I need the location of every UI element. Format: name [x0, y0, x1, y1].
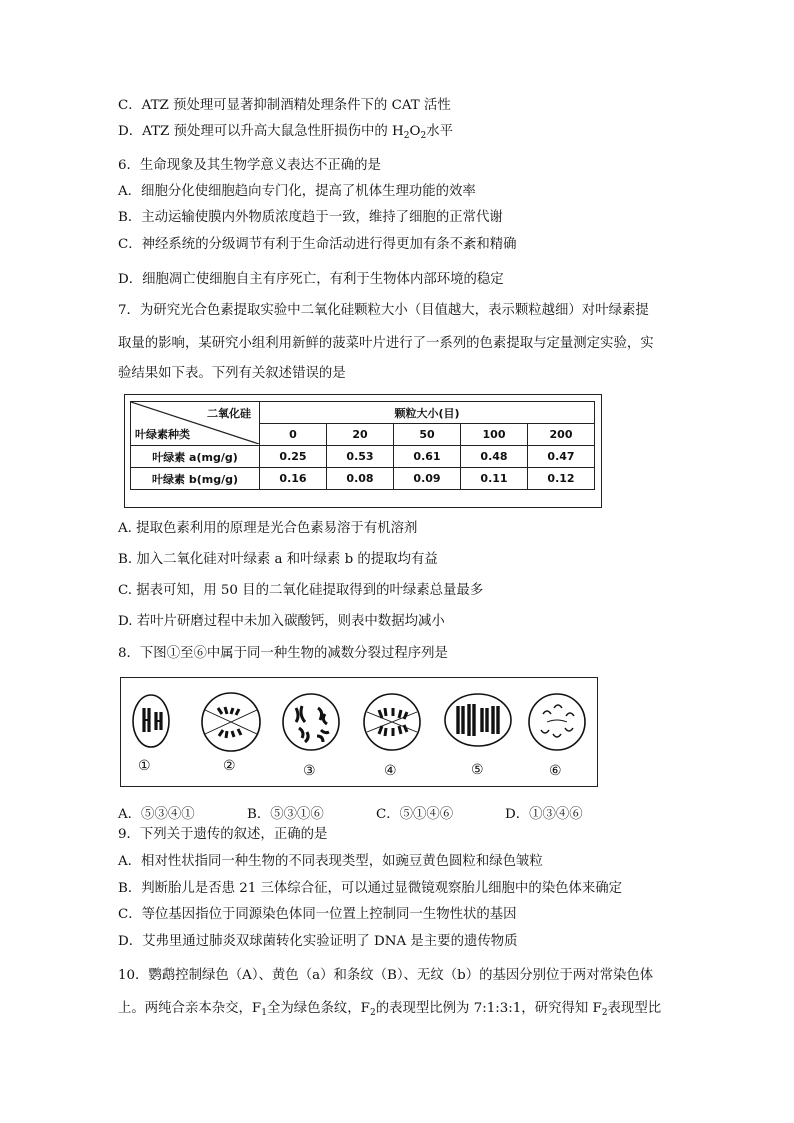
figure-label-3: ③ [303, 763, 316, 779]
cell-1 [133, 695, 169, 747]
table-cell: 0.09 [394, 468, 461, 490]
corner-top-label: 二氧化硅 [207, 407, 251, 420]
question-8-option-c: C．⑤①④⑥ [376, 807, 454, 822]
question-7-line-2: 取量的影响，某研究小组利用新鲜的菠菜叶片进行了一系列的色素提取与定量测定实验，实 [118, 336, 654, 351]
table-row [131, 468, 595, 490]
table-cell: 0.25 [260, 446, 327, 468]
meiosis-figure [120, 677, 598, 787]
subscript: 2 [420, 131, 427, 141]
question-7-option-d: D. 若叶片研磨过程中未加入碳酸钙，则表中数据均减小 [118, 614, 445, 629]
option-d-atz-text: D．ATZ 预处理可以升高大鼠急性肝损伤中的 H [118, 124, 404, 139]
option-d-atz [118, 123, 453, 145]
table-corner [131, 402, 260, 446]
corner-bottom-label: 叶绿素种类 [135, 428, 190, 441]
column-header: 100 [461, 424, 528, 446]
option-d-atz-end: 水平 [426, 124, 453, 139]
cell-diagrams [121, 678, 599, 788]
question-9: 9．下列关于遗传的叙述，正确的是 [118, 827, 328, 842]
question-9-option-c: C．等位基因指位于同源染色体同一位置上控制同一生物性状的基因 [118, 907, 517, 922]
question-9-option-a: A．相对性状指同一种生物的不同表现类型，如豌豆黄色圆粒和绿色皱粒 [118, 854, 543, 869]
cell-6 [529, 694, 585, 750]
q10-text: 全为绿色条纹，F [266, 1001, 370, 1016]
question-9-option-d: D．艾弗里通过肺炎双球菌转化实验证明了 DNA 是主要的遗传物质 [118, 934, 518, 949]
row-label: 叶绿素 b(mg/g) [131, 468, 260, 490]
subscript: 1 [261, 1008, 267, 1018]
question-10-line-1: 10．鹦鹉控制绿色（A）、黄色（a）和条纹（B）、无纹（b）的基因分别位于两对常染色体 [118, 968, 654, 983]
table-cell: 0.61 [394, 446, 461, 468]
cell-3 [283, 694, 339, 750]
question-7-option-b: B. 加入二氧化硅对叶绿素 a 和叶绿素 b 的提取均有益 [118, 552, 438, 567]
question-8: 8．下图①至⑥中属于同一种生物的减数分裂过程序列是 [118, 646, 448, 661]
question-6-option-c: C．神经系统的分级调节有利于生命活动进行得更加有条不紊和精确 [118, 237, 517, 252]
q10-text: 表现型比 [607, 1001, 662, 1016]
cell-5 [445, 694, 511, 746]
question-10-line-2 [118, 1000, 661, 1022]
question-6-option-b: B．主动运输使膜内外物质浓度趋于一致，维持了细胞的正常代谢 [118, 210, 503, 225]
table-cell: 0.47 [528, 446, 595, 468]
question-7-line-1: 7．为研究光合色素提取实验中二氧化硅颗粒大小（目值越大，表示颗粒越细）对叶绿素提 [118, 303, 649, 318]
q10-text: 的表现型比例为 7:1:3:1，研究得知 F [375, 1001, 602, 1016]
question-6: 6．生命现象及其生物学意义表达不正确的是 [118, 158, 381, 173]
table-cell: 0.08 [327, 468, 394, 490]
question-6-option-a: A．细胞分化使细胞趋向专门化，提高了机体生理功能的效率 [118, 184, 476, 199]
question-9-option-b: B．判断胎儿是否患 21 三体综合征，可以通过显微镜观察胎儿细胞中的染色体来确定 [118, 881, 623, 896]
subscript: 2 [369, 1008, 376, 1018]
table-cell: 0.48 [461, 446, 528, 468]
question-8-option-b: B．⑤③①⑥ [247, 807, 324, 822]
question-8-option-a: A．⑤③④① [118, 807, 195, 822]
figure-label-1: ① [138, 758, 151, 774]
figure-label-2: ② [223, 758, 236, 774]
table-cell: 0.11 [461, 468, 528, 490]
question-8-option-d: D．①③④⑥ [505, 807, 583, 822]
table-cell: 0.16 [260, 468, 327, 490]
oxygen: O [409, 124, 421, 139]
figure-label-6: ⑥ [549, 763, 562, 779]
column-header: 50 [394, 424, 461, 446]
q10-text: 上。两纯合亲本杂交，F [118, 1001, 262, 1016]
table-cell: 0.53 [327, 446, 394, 468]
table-row [131, 446, 595, 468]
figure-label-4: ④ [384, 763, 397, 779]
chlorophyll-table [124, 394, 602, 508]
subscript: 2 [403, 131, 410, 141]
column-header: 200 [528, 424, 595, 446]
row-label: 叶绿素 a(mg/g) [131, 446, 260, 468]
table-group-header: 颗粒大小(目) [260, 402, 595, 424]
question-7-option-c: C. 据表可知，用 50 目的二氧化硅提取得到的叶绿素总量最多 [118, 583, 484, 598]
figure-label-5: ⑤ [471, 762, 484, 778]
question-7-option-a: A. 提取色素利用的原理是光合色素易溶于有机溶剂 [118, 521, 418, 536]
option-c-atz: C．ATZ 预处理可显著抑制酒精处理条件下的 CAT 活性 [118, 98, 451, 113]
question-6-option-d: D．细胞凋亡使细胞自主有序死亡，有利于生物体内部环境的稳定 [118, 272, 504, 287]
table-cell: 0.12 [528, 468, 595, 490]
question-7-line-3: 验结果如下表。下列有关叙述错误的是 [118, 366, 346, 381]
subscript: 2 [601, 1008, 608, 1018]
column-header: 0 [260, 424, 327, 446]
column-header: 20 [327, 424, 394, 446]
